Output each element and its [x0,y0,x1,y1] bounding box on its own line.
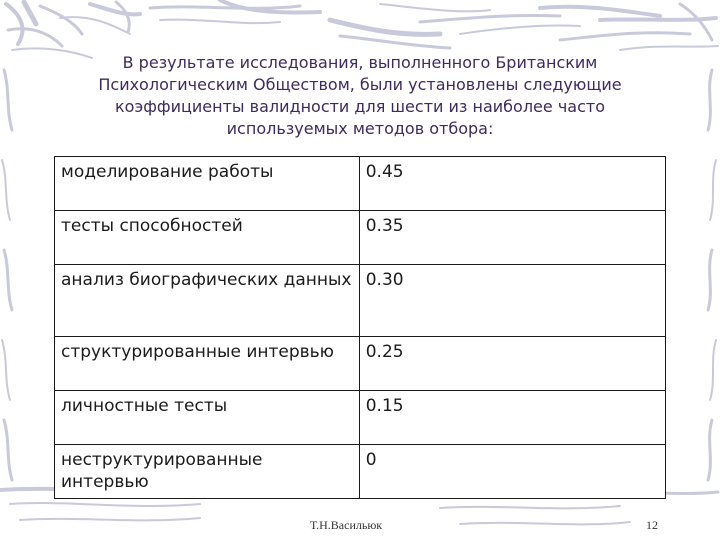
method-cell: личностные тесты [55,391,360,445]
method-cell: неструктурированные интервью [55,445,360,499]
slide-title: В результате исследования, выполненного Британским Психологическим Обществом, были установлены следующие коэффициенты валидности для шести из наиболее часто используемых методов отбора: [98,53,622,138]
table-row [55,157,666,211]
footer-author: Т.Н.Васильюк [310,518,383,532]
method-cell: анализ биографических данных [55,265,360,337]
method-cell: тесты способностей [55,211,360,265]
page-number: 12 [646,518,658,532]
table-row [55,265,666,337]
method-cell: структурированные интервью [55,337,360,391]
value-cell: 0.25 [359,337,665,391]
value-cell: 0.35 [359,211,665,265]
method-cell: моделирование работы [55,157,360,211]
value-cell: 0.15 [359,391,665,445]
value-cell: 0.30 [359,265,665,337]
value-cell: 0.45 [359,157,665,211]
table-row [55,211,666,265]
validity-table [54,156,666,499]
table-row [55,445,666,499]
table-row [55,337,666,391]
value-cell: 0 [359,445,665,499]
table-row [55,391,666,445]
